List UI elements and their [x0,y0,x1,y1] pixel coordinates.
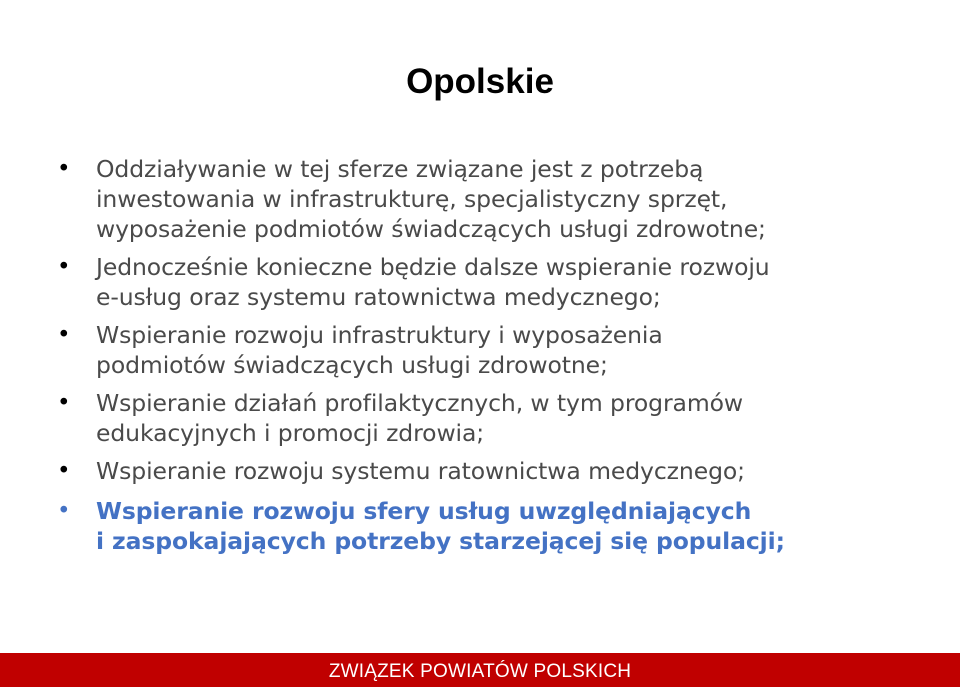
bullet-item-3 [48,320,928,380]
bullet-line: Wspieranie rozwoju sfery usług uwzględniających [96,497,752,525]
bullet-item-2 [48,252,928,312]
footer-bar [0,653,960,687]
bullet-dot: • [57,498,71,524]
slide-title: Opolskie [406,62,554,101]
bullet-line: Jednocześnie konieczne będzie dalsze wspieranie rozwoju [96,253,770,281]
bullet-list [48,154,928,564]
bullet-line: Wspieranie rozwoju systemu ratownictwa medycznego; [96,457,745,485]
bullet-dot: • [57,156,71,182]
bullet-line: inwestowania w infrastrukturę, specjalistyczny sprzęt, [96,185,728,213]
bullet-line: wyposażenie podmiotów świadczących usługi zdrowotne; [96,215,766,243]
footer-text: ZWIĄZEK POWIATÓW POLSKICH [328,661,632,682]
bullet-item-1 [48,154,928,244]
bullet-line: Wspieranie działań profilaktycznych, w tym programów [96,389,744,417]
bullet-dot: • [57,254,71,280]
bullet-line: Oddziaływanie w tej sferze związane jest z potrzebą [96,155,704,183]
bullet-item-5 [48,456,928,486]
bullet-item-4 [48,388,928,448]
bullet-line: i zaspokajających potrzeby starzejącej się populacji; [96,527,785,555]
bullet-dot: • [57,322,71,348]
bullet-dot: • [57,458,71,484]
bullet-line: edukacyjnych i promocji zdrowia; [96,419,485,447]
bullet-line: e-usług oraz systemu ratownictwa medycznego; [96,283,661,311]
bullet-line: Wspieranie rozwoju infrastruktury i wyposażenia [96,321,663,349]
bullet-item-6-highlighted [48,496,928,556]
bullet-line: podmiotów świadczących usługi zdrowotne; [96,351,608,379]
bullet-dot: • [57,390,71,416]
